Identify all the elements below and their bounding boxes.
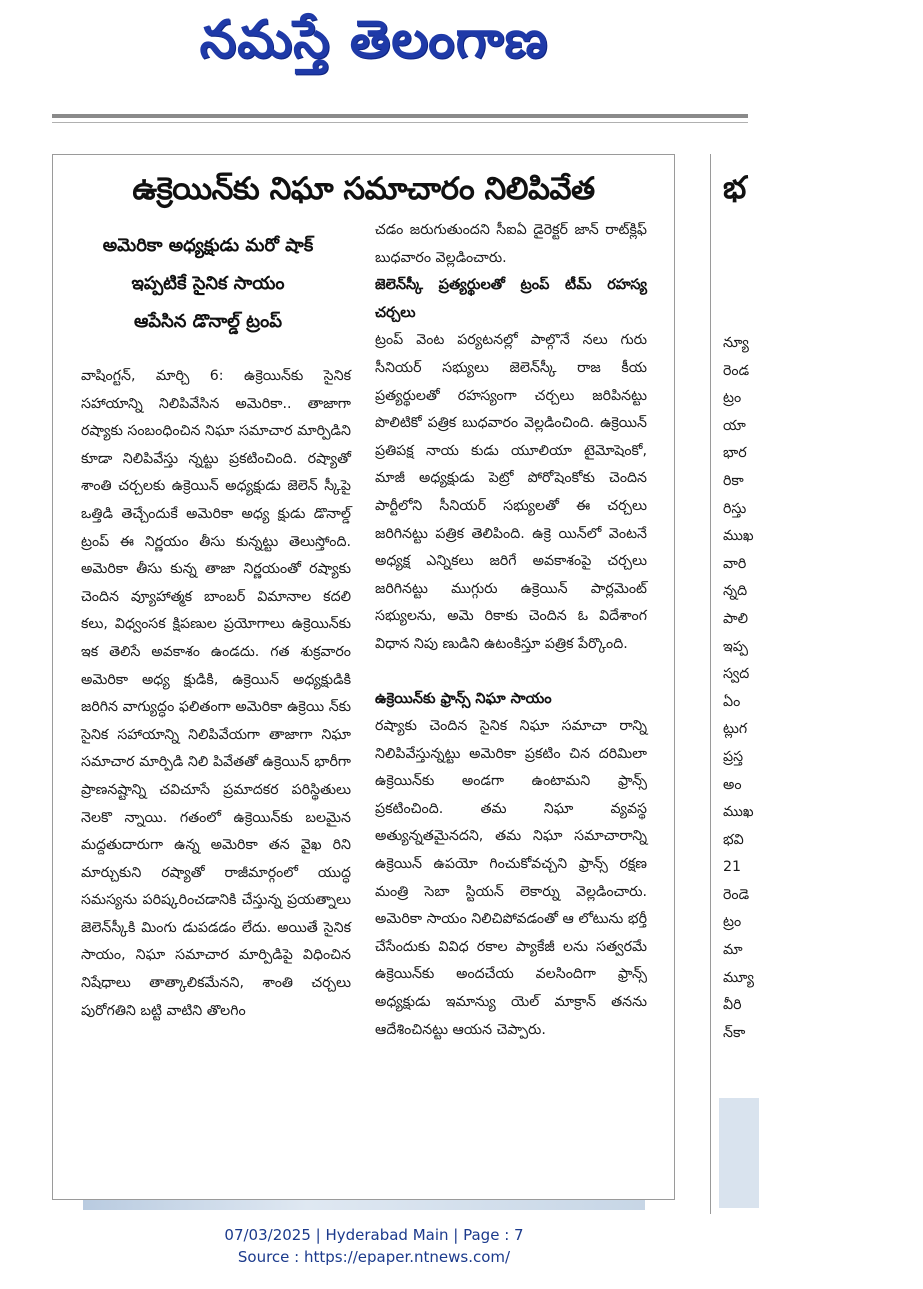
adjacent-line: మ్యూ <box>723 969 754 986</box>
adjacent-line: పాలి <box>723 610 749 627</box>
adjacent-line: యా <box>723 417 746 434</box>
adjacent-line: భార <box>723 445 747 462</box>
paragraph-gap <box>375 659 647 686</box>
article-headline: ఉక్రెయిన్‌కు నిఘా సమాచారం నిలిపివేత <box>132 171 595 207</box>
deck-line-2: ఇప్పటికే సైనిక సాయం <box>131 273 285 294</box>
adjacent-line: న్‌కా <box>723 1024 746 1041</box>
masthead <box>0 0 748 110</box>
adjacent-line: స్వద <box>723 666 750 683</box>
body-paragraph: వాషింగ్టన్, మార్చి 6: ఉక్రెయిన్‌కు సైనిక సహాయాన్ని నిలిపివేసిన అమెరికా.. తాజాగా రష్యాకు సంబంధించిన నిఘా సమాచార మార్పిడిని కూడా నిలిపివేస్తు న్నట్టు ప్రకటించింది. రష్యాతో శాంతి చర్చలకు ఉక్రెయిన్ అధ్యక్షుడు జెలెన్ స్కీపై ఒత్తిడి తెచ్చేందుకే అమెరికా అధ్య క్షుడు డొనాల్డ్ ట్రంప్ ఈ నిర్ణయం తీసు కున్నట్టు తెలుస్తోంది. అమెరికా తీసు కున్న తాజా నిర్ణయంతో రష్యాకు చెందిన వ్యూహాత్మక బాంబర్ విమానాల కదలి కలు, విధ్వంసక క్షిపణుల ప్రయోగాలు ఉక్రెయిన్‌కు ఇక తెలిసే అవకాశం ఉండదు. గత శుక్రవారం అమెరికా అధ్య క్షుడికి, ఉక్రెయిన్ అధ్యక్షుడికి జరిగిన వాగ్యుద్ధం ఫలితంగా అమెరికా ఉక్రెయి న్‌కు సైనిక సహాయాన్ని నిలిపివేయగా తాజాగా నిఘా సమాచార మార్పిడి నిలి పివేతతో ఉక్రెయిన్ భారీగా ప్రాణనష్టాన్ని చవిచూసే ప్రమాదకర పరిస్థితులు నెలకొ న్నాయి. గతంలో ఉక్రెయిన్‌కు బలమైన మద్దతుదారుగా ఉన్న అమెరికా తన వైఖ రిని మార్చుకుని రష్యాతో రాజీమార్గంలో యుద్ధ సమస్యను పరిష్కరించడానికి చేస్తున్న ప్రయత్నాలు జెలెన్‌స్కీకి మింగు డుపడడం లేదు. అయితే సైనిక సాయం, నిఘా సమాచార మార్పిడిపై విధించిన నిషేధాలు తాత్కాలికమేనని, శాంతి చర్చలు పురోగతిని బట్టి వాటిని తొలగిం <box>81 368 351 1019</box>
article-column-right <box>375 217 647 1044</box>
adjacent-line: వీరి <box>723 997 742 1014</box>
adjacent-line: మా <box>723 942 743 959</box>
article-photo-strip <box>83 1200 645 1210</box>
adjacent-line: ఇప్ప <box>723 638 748 655</box>
adjacent-line: 21 <box>723 859 742 876</box>
adjacent-line: ట్లుగ <box>723 721 748 738</box>
source-link[interactable]: Source : https://epaper.ntnews.com/ <box>237 1248 511 1266</box>
deck-line-1: అమెరికా అధ్యక్షుడు మరో షాక్ <box>102 235 314 256</box>
newspaper-logo: నమస్తే తెలంగాణ <box>199 10 549 70</box>
subheading: ఉక్రెయిన్‌కు ఫ్రాన్స్ నిఘా సాయం <box>375 690 552 707</box>
adjacent-line: ప్రస్త <box>723 748 744 765</box>
adjacent-headline: భ <box>723 170 747 206</box>
adjacent-line: న్నది <box>723 583 748 600</box>
adjacent-line: ట్రం <box>723 390 742 407</box>
adjacent-line: ట్రం <box>723 914 742 931</box>
adjacent-line: ఏం <box>723 693 741 710</box>
body-paragraph: చడం జరుగుతుందని సీఐఏ డైరెక్టర్ జాన్ రాట్‌క్లిఫ్ బుధవారం వెల్లడించారు. <box>375 222 647 266</box>
adjacent-line: రెండె <box>723 886 750 903</box>
article-column-left <box>81 363 351 1025</box>
adjacent-column <box>723 330 923 1047</box>
deck-line-3: ఆపేసిన డొనాల్డ్ ట్రంప్ <box>133 311 283 332</box>
adjacent-line: రెండ <box>723 362 750 379</box>
page-footer <box>0 1224 748 1268</box>
adjacent-line: భవి <box>723 831 744 848</box>
adjacent-line: రిస్తు <box>723 500 747 517</box>
adjacent-line: రికా <box>723 472 744 489</box>
body-paragraph: రష్యాకు చెందిన సైనిక నిఘా సమాచా రాన్ని నిలిపివేస్తున్నట్టు అమెరికా ప్రకటిం చిన దరిమిలా ఉక్రెయిన్‌కు అండగా ఉంటామని ఫ్రాన్స్ ప్రకటించింది. తమ నిఘా వ్యవస్థ అత్యున్నతమైనదని, తమ నిఘా సమాచారాన్ని ఉక్రెయిన్ ఉపయో గించుకోవచ్చని ఫ్రాన్స్ రక్షణ మంత్రి సెబా స్టియన్ లెకార్ను వెల్లడించారు. అమెరికా సాయం నిలిచిపోవడంతో ఆ లోటును భర్తీ చేసేందుకు వివిధ రకాల ప్యాకేజీ లను సత్వరమే ఉక్రెయిన్‌కు అందచేయ వలసిందిగా ఫ్రాన్స్ అధ్యక్షుడు ఇమాన్యు యెల్ మాక్రాన్ తనను ఆదేశించినట్టు ఆయన చెప్పారు. <box>375 718 647 1038</box>
masthead-divider-thin <box>52 122 748 123</box>
edition-info: 07/03/2025 | Hyderabad Main | Page : 7 <box>224 1226 524 1244</box>
subheading: జెలెన్‌స్కీ ప్రత్యర్థులతో ట్రంప్ టీమ్ రహస్య చర్చలు <box>375 277 647 321</box>
body-paragraph: ట్రంప్ వెంట పర్యటనల్లో పాల్గొనే నలు గురు సీనియర్ సభ్యులు జెలెన్‌స్కీ రాజ కీయ ప్రత్యర్థులతో రహస్యంగా చర్చలు జరిపినట్టు పొలిటికో పత్రిక బుధవారం వెల్లడించింది. ఉక్రెయిన్ ప్రతిపక్ష నాయ కుడు యూలియా టైమోషెంకో, మాజీ అధ్యక్షుడు పెట్రో పోరోషెంకోకు చెందిన పార్టీలోని సీనియర్ సభ్యులతో ఈ చర్చలు జరిగినట్టు పత్రిక తెలిపింది. ఉక్రె యిన్‌లో వెంటనే అధ్యక్ష ఎన్నికలు జరిగే అవకాశంపై చర్చలు జరిగినట్టు ముగ్గురు ఉక్రెయిన్ పార్లమెంట్ సభ్యులను, అమె రికాకు చెందిన ఓ విదేశాంగ విధాన నిపు ణుడిని ఉటంకిస్తూ పత్రిక పేర్కొంది. <box>375 332 647 652</box>
adjacent-line: అం <box>723 776 742 793</box>
adjacent-line: ముఖ <box>723 804 754 821</box>
adjacent-line: ముఖ <box>723 528 754 545</box>
article-deck <box>53 227 363 341</box>
adjacent-line: వారి <box>723 555 747 572</box>
adjacent-photo <box>719 1098 759 1208</box>
adjacent-article-clipped <box>710 154 754 1214</box>
adjacent-line: న్యూ <box>723 335 749 351</box>
masthead-divider <box>52 114 748 118</box>
news-article <box>52 154 675 1200</box>
